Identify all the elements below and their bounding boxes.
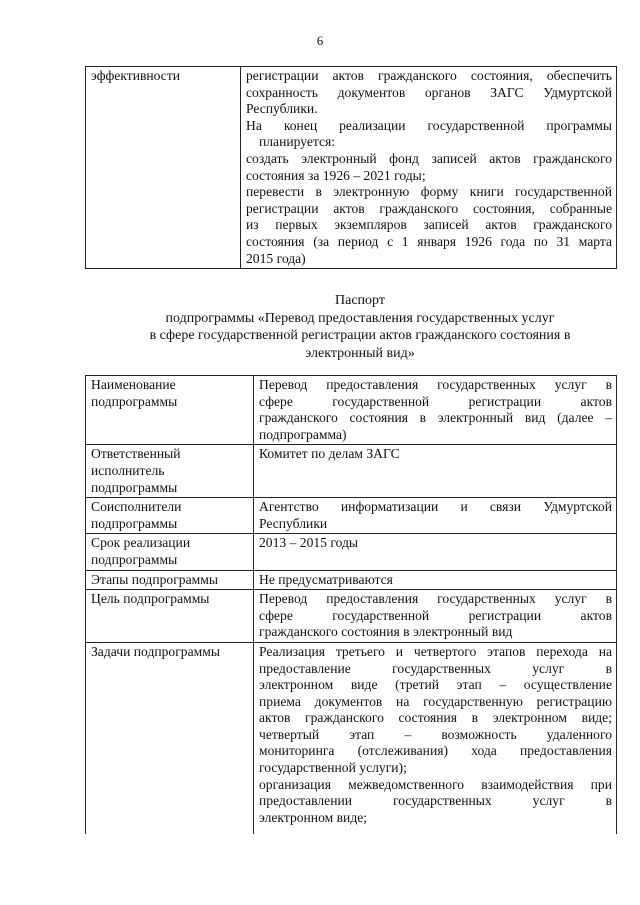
text-line: сфере государственной регистрации актов (259, 607, 612, 623)
row-value (254, 376, 617, 445)
text-line: электронном виде; (259, 809, 368, 825)
text-line: приема документов на государственную регистрацию (259, 693, 612, 709)
label-line: Цель подпрограммы (91, 591, 210, 607)
passport-table (85, 375, 617, 834)
text-line: предоставление государственных услуг в (259, 660, 612, 676)
text-line: Перевод предоставления государственных услуг в (259, 377, 612, 392)
text-line: состояния (за период с 1 января 1926 года по 31 марта (246, 233, 612, 249)
text-line: регистрации актов гражданского состояния, собранные (246, 200, 612, 216)
text-line: Комитет по делам ЗАГС (259, 446, 400, 462)
text-line: подпрограмма) (259, 426, 347, 442)
page-number: 6 (316, 33, 324, 48)
row-label (86, 498, 254, 534)
text-line: актов гражданского состояния в электронном виде; (259, 710, 612, 726)
text-line: Республики. (246, 101, 318, 117)
text-line: электронном виде (третий этап – осуществление (259, 677, 612, 693)
table-row (86, 642, 617, 834)
text-line: регистрации актов гражданского состояния, обеспечить (246, 68, 612, 83)
label-line: подпрограммы (91, 393, 178, 409)
table-row (86, 376, 617, 445)
label-line: Срок реализации (91, 535, 191, 551)
text-line: Республики (259, 515, 328, 531)
row-label (86, 570, 254, 590)
text-line: из первых экземпляров записей актов гражданского (246, 217, 612, 233)
table-row (86, 498, 617, 534)
label-line: подпрограммы (91, 515, 178, 531)
text-line: государственной услуги); (259, 760, 407, 776)
continuation-table (85, 66, 617, 269)
row-value (254, 570, 617, 590)
passport-subtitle-line: в сфере государственной регистрации актов гражданского состояния в (149, 328, 571, 343)
passport-subtitle-line: подпрограммы «Перевод предоставления государственных услуг (165, 310, 555, 326)
text-line: гражданского состояния в электронный вид (далее – (259, 410, 612, 426)
table-row (86, 590, 617, 643)
text-line: гражданского состояния в электронный вид (259, 624, 513, 640)
text-line: перевести в электронную форму книги государственной (246, 184, 612, 200)
text-line: Агентство информатизации и связи Удмуртской (259, 499, 612, 515)
table-row (86, 445, 617, 498)
passport-title: Паспорт (335, 293, 385, 308)
row-label (86, 642, 254, 834)
text-line: создать электронный фонд записей актов гражданского (246, 150, 612, 166)
text-line: состояния за 1926 – 2021 годы; (246, 167, 426, 183)
text-line: Реализация третьего и четвертого этапов перехода на (259, 643, 612, 659)
text-line: организация межведомственного взаимодействия при (259, 776, 612, 792)
text-line: 2015 года) (246, 250, 306, 266)
label-line: исполнитель (91, 462, 165, 478)
table-row (86, 570, 617, 590)
passport-heading (0, 292, 640, 362)
text-line: четвертый этап – возможность удаленного (259, 726, 612, 742)
row-label (86, 376, 254, 445)
row-value (241, 67, 617, 269)
text-line: 2013 – 2015 годы (259, 535, 359, 551)
text-line: мониторинга (отслеживания) хода предоставления (259, 743, 612, 759)
table-row (86, 67, 617, 269)
label-line: Задачи подпрограммы (91, 643, 220, 659)
text-line: предоставлении государственных услуг в (259, 793, 612, 809)
text-line: планируется: (259, 134, 336, 150)
label-line: Этапы подпрограммы (91, 571, 218, 587)
row-value (254, 534, 617, 570)
table-row (86, 534, 617, 570)
row-value (254, 642, 617, 834)
label-line: подпрограммы (91, 479, 178, 495)
text-line: сфере государственной регистрации актов (259, 393, 612, 409)
text-line: На конец реализации государственной программы (246, 117, 612, 133)
row-label (86, 534, 254, 570)
row-label (86, 590, 254, 643)
text-line: сохранность документов органов ЗАГС Удмуртской (246, 84, 612, 100)
row-label (86, 445, 254, 498)
label-line: Ответственный (91, 446, 181, 462)
passport-subtitle-line: электронный вид» (305, 345, 415, 361)
label-line: подпрограммы (91, 551, 178, 567)
row-value (254, 445, 617, 498)
row-value (254, 590, 617, 643)
row-value (254, 498, 617, 534)
text-line: Перевод предоставления государственных услуг в (259, 591, 612, 607)
label-line: Наименование (91, 377, 176, 392)
label-line: Соисполнители (91, 499, 182, 515)
row-label: эффективности (86, 67, 241, 269)
text-line: Не предусматриваются (259, 571, 393, 587)
